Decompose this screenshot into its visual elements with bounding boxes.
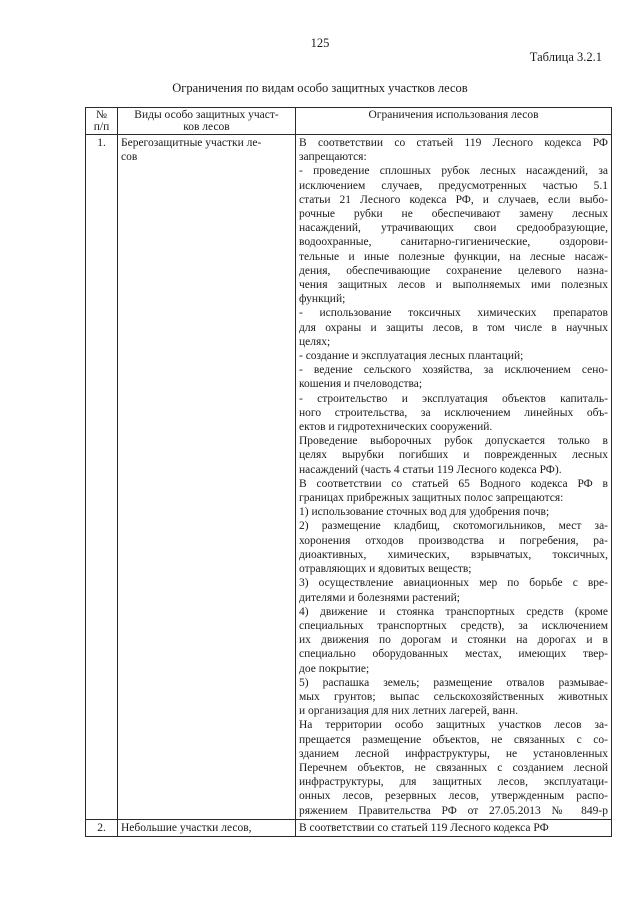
restriction-text-line: 5) распашка земель; размещение отвалов размывае-: [299, 676, 608, 689]
document-title: Ограничения по видам особо защитных участков лесов: [172, 81, 468, 95]
restriction-text-line: статьи 21 Лесного кодекса РФ, и случаев, если выбо-: [299, 193, 608, 206]
restriction-text-line: рочные рубки не обеспечивают замену лесных: [299, 208, 608, 221]
header-type-line1: Виды особо защитных участ-: [134, 109, 279, 121]
restriction-text-line: - ведение сельского хозяйства, за исключением сено-: [299, 364, 608, 377]
restriction-text-line: - создание и эксплуатация лесных плантаций;: [299, 350, 524, 363]
restrictions-cell: [296, 819, 612, 836]
header-num: [86, 108, 118, 135]
restrictions-cell: [296, 135, 612, 820]
restriction-text-line: ряжением Правительства РФ от 27.05.2013 № 849-р: [299, 804, 608, 817]
restriction-text-line: функций;: [299, 293, 346, 306]
restriction-text-line: границах прибрежных защитных полос запрещаются:: [299, 492, 564, 505]
restriction-text-line: для охраны и защиты лесов, в том числе в научных: [299, 321, 608, 334]
restriction-text-line: дое покрытие;: [299, 662, 370, 675]
forest-area-type-line: Небольшие участки лесов,: [121, 821, 252, 834]
restriction-text-line: - строительство и эксплуатация объектов капиталь-: [299, 392, 608, 405]
restriction-text-line: и организация для них летних лагерей, ванн.: [299, 705, 519, 718]
restriction-text-line: водоохранные, санитарно-гигиенические, оздорови-: [299, 236, 608, 249]
forest-area-type-line: сов: [121, 151, 138, 164]
table-header-row: [86, 108, 612, 135]
restriction-text-line: отравляющих и ядовитых веществ;: [299, 563, 472, 576]
header-type-line2: ков лесов: [183, 121, 230, 133]
restriction-text-line: инфраструктуры, для защитных лесов, эксплуатаци-: [299, 776, 608, 789]
restriction-text-line: исключением случаев, предусмотренных частью 5.1: [299, 179, 608, 192]
restriction-text-line: 1) использование сточных вод для удобрения почв;: [299, 506, 550, 519]
restriction-text-line: ного строительства, за исключением линейных объ-: [299, 406, 608, 419]
restriction-text-line: ектов и гидротехнических сооружений.: [299, 421, 493, 434]
restriction-text-line: целях;: [299, 335, 331, 348]
restriction-text-line: онных лесов, резервных лесов, утвержденным распо-: [299, 790, 608, 803]
page-number: 125: [310, 36, 330, 50]
restriction-text-line: запрещаются:: [299, 151, 367, 164]
row-number-cell: 1.: [86, 135, 118, 820]
restriction-text-line: - использование токсичных химических препаратов: [299, 307, 608, 320]
row-number-cell: 2.: [86, 819, 118, 836]
header-num-line2: п/п: [93, 121, 110, 133]
restriction-text-line: 4) движение и стоянка транспортных средств (кроме: [299, 605, 608, 618]
restriction-text-line: Перечнем объектов, не связанных с созданием лесной: [299, 761, 608, 774]
restriction-text-line: зданием лесной инфраструктуры, не установленных: [299, 747, 608, 760]
restriction-text-line: насаждений (часть 4 статьи 119 Лесного кодекса РФ).: [299, 463, 562, 476]
header-num-line1: №: [96, 109, 107, 121]
restriction-text-line: На территории особо защитных участков лесов за-: [299, 719, 608, 732]
forest-area-type-cell: [118, 135, 296, 820]
table-body: [86, 135, 612, 837]
restriction-text-line: прещается размещение объектов, не связанных с со-: [299, 733, 608, 746]
restriction-text-line: тельные и иные полезные функции, на лесные насаж-: [299, 250, 608, 263]
restriction-text-line: специальных транспортных средств), за исключением: [299, 619, 608, 632]
restriction-text-line: В соответствии со статьей 119 Лесного кодекса РФ: [299, 137, 608, 149]
restriction-text-line: диоактивных, химических, взрывчатых, токсичных,: [299, 548, 608, 561]
restriction-text-line: дителями и болезнями растений;: [299, 591, 460, 604]
restriction-text-line: В соответствии со статьей 65 Водного кодекса РФ в: [299, 477, 608, 490]
restriction-text-line: специально оборудованных местах, имеющих твер-: [299, 648, 608, 661]
header-type: [118, 108, 296, 135]
restriction-text-line: их движения по дорогам и стоянки на дорогах и в: [299, 634, 608, 647]
restriction-text-line: кошения и пчеловодства;: [299, 378, 423, 391]
table-label: Таблица 3.2.1: [529, 50, 602, 64]
restriction-text-line: дения, обеспечивающие сохранение целевого назна-: [299, 264, 608, 277]
restriction-text-line: 2) размещение кладбищ, скотомогильников, мест за-: [299, 520, 608, 533]
table-row: [86, 819, 612, 836]
restriction-text-line: насаждений, утрачивающих свои средообразующие,: [299, 222, 608, 235]
restriction-text-line: - проведение сплошных рубок лесных насаждений, за: [299, 165, 608, 178]
restriction-text-line: чения защитных лесов и выполняемых ими полезных: [299, 279, 608, 292]
restriction-text-line: В соответствии со статьей 119 Лесного кодекса РФ: [299, 821, 549, 834]
restriction-text-line: мых грунтов; выпас сельскохозяйственных животных: [299, 690, 608, 703]
table-row: [86, 135, 612, 820]
restriction-text-line: 3) осуществление авиационных мер по борьбе с вре-: [299, 577, 608, 590]
restriction-text-line: хоронения отходов производства и погребения, ра-: [299, 534, 608, 547]
header-restrictions: Ограничения использования лесов: [296, 108, 612, 135]
forest-area-type-line: Берегозащитные участки ле-: [121, 137, 262, 149]
restriction-text-line: Проведение выборочных рубок допускается только в: [299, 435, 608, 448]
forest-area-type-cell: [118, 819, 296, 836]
restrictions-table: [85, 107, 612, 837]
restriction-text-line: целях вырубки погибших и поврежденных лесных: [299, 449, 608, 462]
